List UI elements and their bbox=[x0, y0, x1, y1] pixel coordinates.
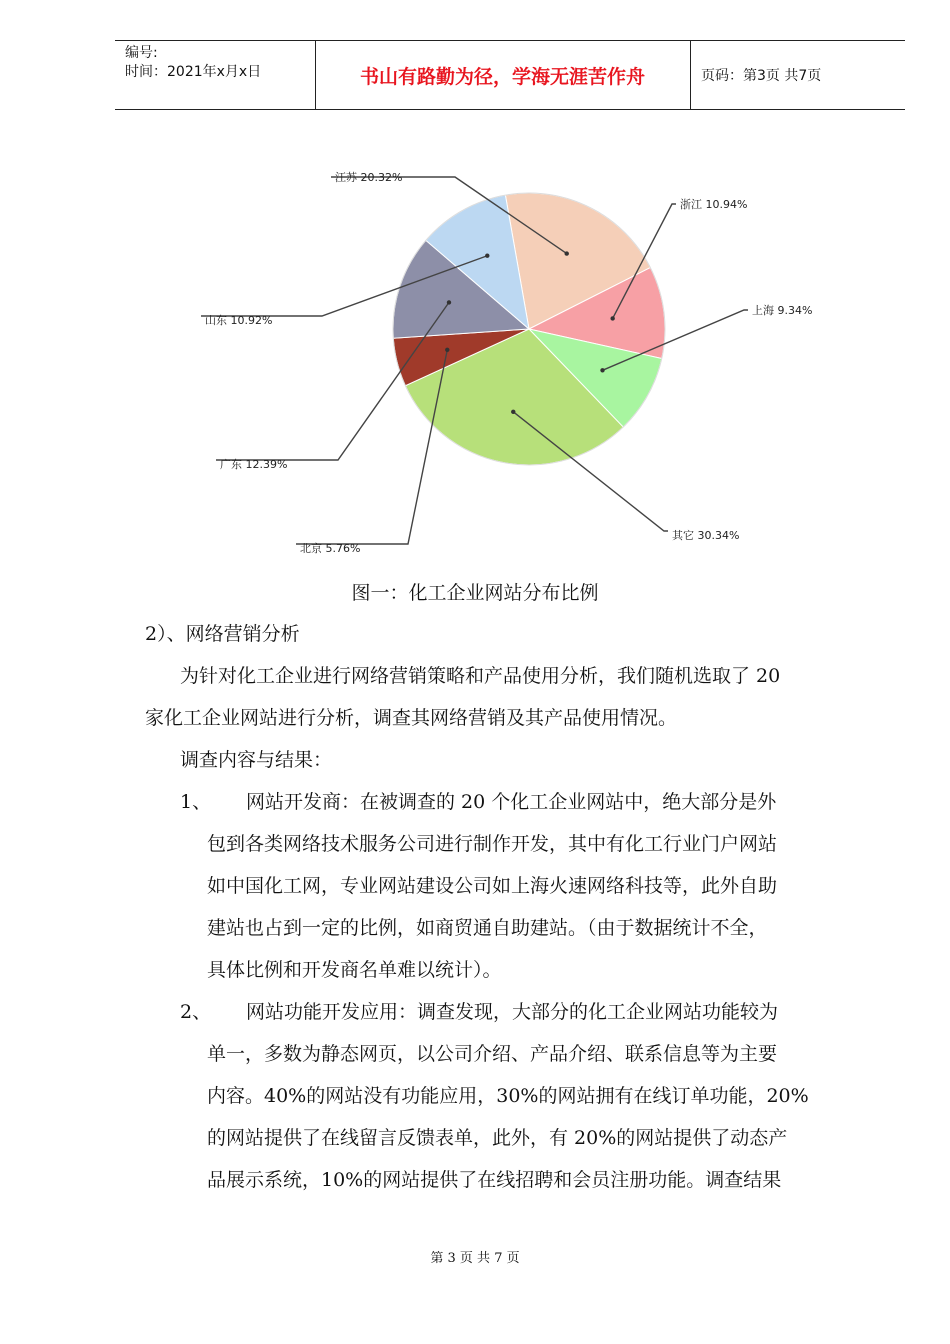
pie-leader-dot bbox=[565, 251, 569, 255]
figure-caption: 图一：化工企业网站分布比例 bbox=[351, 582, 599, 604]
pie-slice-label: 上海 9.34% bbox=[752, 304, 813, 317]
pie-leader-dot bbox=[447, 300, 451, 304]
header-divider bbox=[690, 41, 691, 109]
time-label: 时间：2021年x月x日 bbox=[125, 64, 262, 80]
intro-line: 为针对化工企业进行网络营销策略和产品使用分析，我们随机选取了 20 bbox=[180, 665, 781, 687]
item-line: 的网站提供了在线留言反馈表单，此外，有 20%的网站提供了动态产 bbox=[207, 1127, 788, 1149]
pie-chart-svg bbox=[190, 150, 850, 558]
header-left bbox=[125, 44, 261, 82]
pie-leader-dot bbox=[610, 316, 614, 320]
section-title: 2）、网络营销分析 bbox=[145, 623, 300, 645]
pie-slice-label: 浙江 10.94% bbox=[680, 198, 748, 211]
header-motto: 书山有路勤为径，学海无涯苦作舟 bbox=[359, 65, 645, 88]
pie-leader-dot bbox=[511, 410, 515, 414]
pie-leader-dot bbox=[600, 368, 604, 372]
pie-leader-dot bbox=[445, 348, 449, 352]
item-line: 如中国化工网，专业网站建设公司如上海火速网络科技等，此外自助 bbox=[207, 875, 778, 897]
item-line: 包到各类网络技术服务公司进行制作开发，其中有化工行业门户网站 bbox=[207, 833, 778, 855]
item-line: 网站功能开发应用：调查发现，大部分的化工企业网站功能较为 bbox=[246, 1001, 779, 1023]
pie-slice-label: 江苏 20.32% bbox=[335, 171, 403, 184]
page-footer: 第 3 页 共 7 页 bbox=[430, 1251, 520, 1266]
item-line: 具体比例和开发商名单难以统计）。 bbox=[207, 959, 502, 981]
item-line: 单一，多数为静态网页，以公司介绍、产品介绍、联系信息等为主要 bbox=[207, 1043, 778, 1065]
intro-line: 家化工企业网站进行分析，调查其网络营销及其产品使用情况。 bbox=[145, 707, 678, 729]
item-number: 2、 bbox=[180, 1001, 212, 1023]
results-title: 调查内容与结果： bbox=[180, 749, 333, 771]
item-line: 网站开发商：在被调查的 20 个化工企业网站中，绝大部分是外 bbox=[246, 791, 777, 813]
number-label: 编号: bbox=[125, 45, 158, 61]
pie-slice-label: 广东 12.39% bbox=[220, 458, 288, 471]
pie-slice-label: 其它 30.34% bbox=[672, 529, 740, 542]
pie-slice-label: 山东 10.92% bbox=[205, 314, 273, 327]
pie-slice-label: 北京 5.76% bbox=[300, 542, 361, 555]
item-line: 建站也占到一定的比例，如商贸通自助建站。（由于数据统计不全， bbox=[207, 917, 768, 939]
page-header bbox=[115, 40, 905, 110]
item-line: 品展示系统，10%的网站提供了在线招聘和会员注册功能。调查结果 bbox=[207, 1169, 782, 1191]
item-line: 内容。40%的网站没有功能应用，30%的网站拥有在线订单功能，20% bbox=[207, 1085, 809, 1107]
pie-chart bbox=[190, 150, 850, 558]
item-number: 1、 bbox=[180, 791, 212, 813]
header-page-label: 页码：第3页 共7页 bbox=[701, 68, 822, 84]
pie-leader-dot bbox=[485, 254, 489, 258]
